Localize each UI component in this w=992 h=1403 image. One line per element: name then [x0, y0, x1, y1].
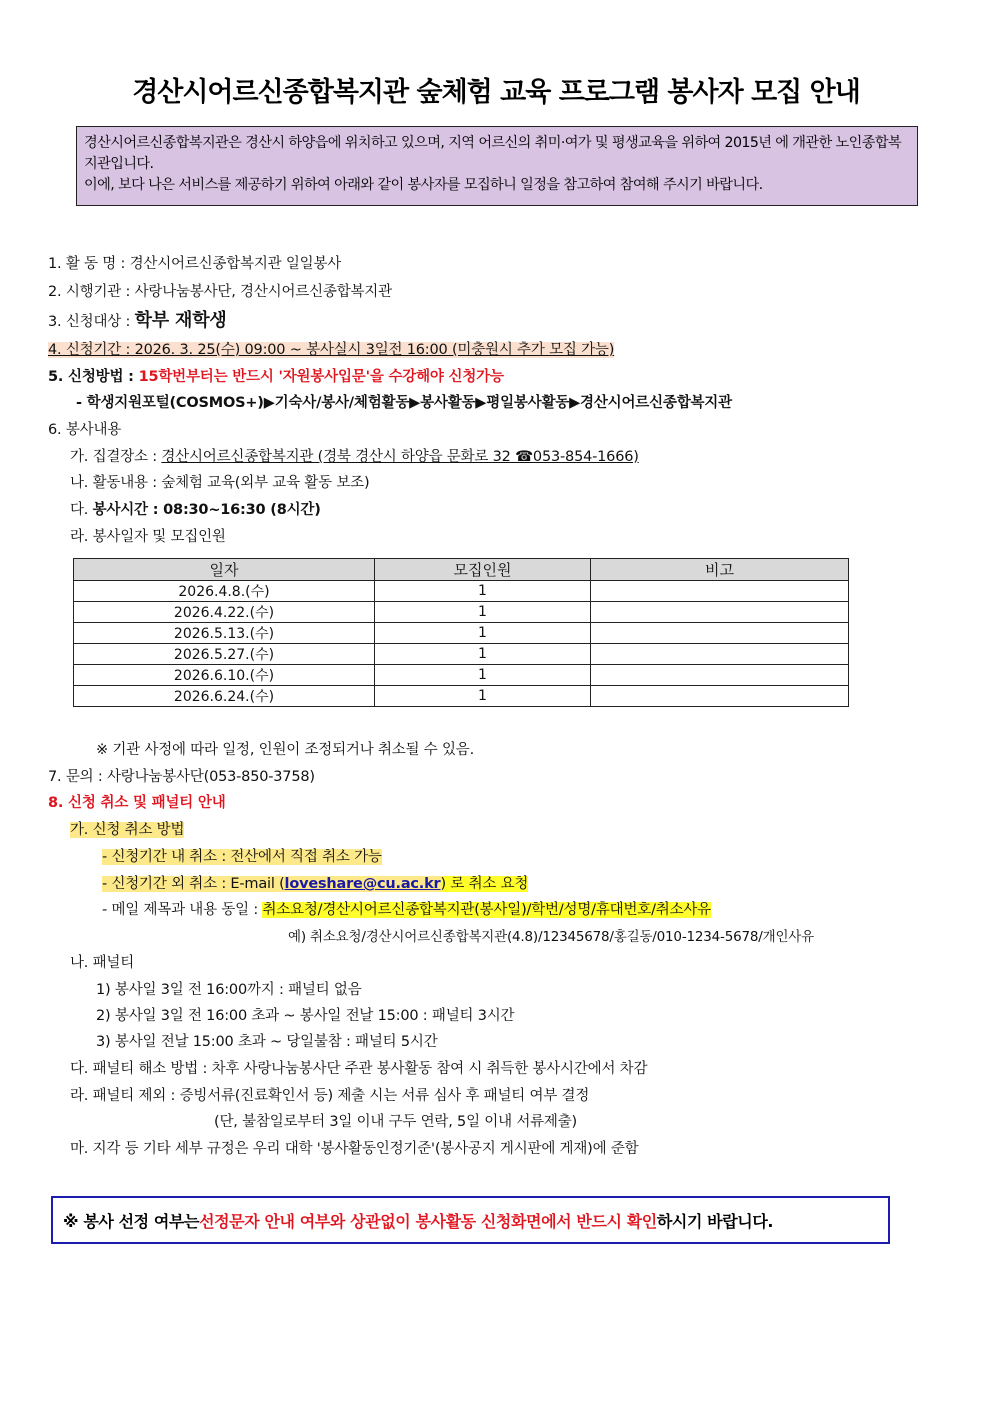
penalty-item-3: 3) 봉사일 전날 15:00 초과 ~ 당일불참 : 패널티 5시간	[96, 1034, 438, 1050]
intro-box	[76, 126, 918, 206]
cell-date: 2026.4.8.(수)	[74, 581, 375, 602]
cell-count: 1	[375, 623, 591, 644]
mail-format-value: 취소요청/경산시어르신종합복지관(봉사일)/학번/성명/휴대번호/취소사유	[262, 902, 711, 918]
cancel-method-heading	[70, 818, 184, 839]
cell-count: 1	[375, 581, 591, 602]
table-row	[74, 686, 849, 707]
cancel-outside-text	[102, 876, 528, 892]
item-time	[70, 498, 321, 519]
cell-note	[591, 686, 849, 707]
penalty-heading: 나. 패널티	[70, 955, 135, 971]
intro-line-2: 이에, 보다 나은 서비스를 제공하기 위하여 아래와 같이 봉사자를 모집하니 일정을 참고하여 참여해 주시기 바랍니다.	[84, 177, 763, 193]
cell-date: 2026.5.27.(수)	[74, 644, 375, 665]
cancel-within-period	[102, 845, 382, 866]
method-path: - 학생지원포털(COSMOS+)▶기숙사/봉사/체험활동▶봉사활동▶평일봉사활동▶경산시어르신종합복지관	[76, 395, 732, 411]
penalty-exempt: 라. 패널티 제외 : 증빙서류(진료확인서 등) 제출 시는 서류 심사 후 패널티 여부 결정	[70, 1088, 590, 1104]
cancel-heading: 8. 신청 취소 및 패널티 안내	[48, 795, 226, 811]
item-inquiry: 7. 문의 : 사랑나눔봉사단(053-850-3758)	[48, 769, 315, 785]
page-title: 경산시어르신종합복지관 숲체험 교육 프로그램 봉사자 모집 안내	[132, 77, 860, 108]
item-organizer: 2. 시행기관 : 사랑나눔봉사단, 경산시어르신종합복지관	[48, 284, 392, 300]
method-label: 5. 신청방법 :	[48, 369, 139, 385]
table-row	[74, 581, 849, 602]
time-label: 다.	[70, 502, 93, 518]
item-meeting-place	[70, 445, 639, 466]
header-note: 비고	[591, 559, 849, 581]
meeting-value: 경산시어르신종합복지관 (경북 경산시 하양읍 문화로 32 ☎053-854-1666)	[161, 449, 639, 465]
mail-format-example: 예) 취소요청/경산시어르신종합복지관(4.8)/12345678/홍길동/010-1234-5678/개인사유	[288, 929, 814, 945]
time-value: 봉사시간 : 08:30~16:30 (8시간)	[92, 502, 321, 518]
penalty-item-2: 2) 봉사일 3일 전 16:00 초과 ~ 봉사일 전날 15:00 : 패널티 3시간	[96, 1008, 515, 1024]
cell-note	[591, 623, 849, 644]
penalty-other-rules: 마. 지각 등 기타 세부 규정은 우리 대학 '봉사활동인정기준'(봉사공지 게시판에 게재)에 준함	[70, 1141, 639, 1157]
meeting-label: 가. 집결장소 :	[70, 449, 162, 465]
item-method	[48, 365, 504, 386]
cell-note	[591, 602, 849, 623]
selection-notice-box	[51, 1196, 890, 1244]
cell-count: 1	[375, 686, 591, 707]
table-header-row	[74, 559, 849, 581]
penalty-item-1: 1) 봉사일 3일 전 16:00까지 : 패널티 없음	[96, 982, 362, 998]
schedule-table	[73, 558, 849, 707]
item-activity-content: 나. 활동내용 : 숲체험 교육(외부 교육 활동 보조)	[70, 475, 370, 491]
cell-count: 1	[375, 665, 591, 686]
cancel-outside-pre: - 신청기간 외 취소 : E-mail (	[102, 876, 285, 892]
cell-date: 2026.6.10.(수)	[74, 665, 375, 686]
notice-post: 하시기 바랍니다.	[656, 1211, 774, 1231]
target-value: 학부 재학생	[134, 310, 227, 331]
cell-count: 1	[375, 644, 591, 665]
cell-date: 2026.6.24.(수)	[74, 686, 375, 707]
table-row	[74, 665, 849, 686]
cell-date: 2026.4.22.(수)	[74, 602, 375, 623]
cell-date: 2026.5.13.(수)	[74, 623, 375, 644]
schedule-note: ※ 기관 사정에 따라 일정, 인원이 조정되거나 취소될 수 있음.	[96, 742, 475, 758]
notice-red: 선정문자 안내 여부와 상관없이 봉사활동 신청화면에서 반드시 확인	[199, 1211, 657, 1231]
cell-note	[591, 581, 849, 602]
table-row	[74, 602, 849, 623]
cancel-within-text: - 신청기간 내 취소 : 전산에서 직접 취소 가능	[102, 849, 382, 865]
cell-note	[591, 665, 849, 686]
target-label: 3. 신청대상 :	[48, 314, 135, 330]
item-content: 6. 봉사내용	[48, 422, 122, 438]
cancel-outside-period	[102, 872, 528, 893]
header-count: 모집인원	[375, 559, 591, 581]
cancel-method-heading-text: 가. 신청 취소 방법	[70, 822, 185, 838]
email-link[interactable]: loveshare@cu.ac.kr	[284, 876, 441, 892]
header-date: 일자	[74, 559, 375, 581]
notice-pre: ※ 봉사 선정 여부는	[63, 1211, 200, 1231]
item-activity-name: 1. 활 동 명 : 경산시어르신종합복지관 일일봉사	[48, 256, 342, 272]
item-target	[48, 306, 227, 332]
period-text: 4. 신청기간 : 2026. 3. 25(수) 09:00 ~ 봉사실시 3일전 16:00 (미충원시 추가 모집 가능)	[48, 342, 615, 358]
item-period	[48, 338, 614, 359]
penalty-resolve: 다. 패널티 해소 방법 : 차후 사랑나눔봉사단 주관 봉사활동 참여 시 취득한 봉사시간에서 차감	[70, 1061, 648, 1077]
intro-line-1: 경산시어르신종합복지관은 경산시 하양읍에 위치하고 있으며, 지역 어르신의 취미·여가 및 평생교육을 위하여 2015년 에 개관한 노인종합복지관입니다.	[84, 135, 902, 172]
cell-count: 1	[375, 602, 591, 623]
item-schedule-heading: 라. 봉사일자 및 모집인원	[70, 529, 226, 545]
table-row	[74, 623, 849, 644]
mail-format-label: - 메일 제목과 내용 동일 :	[102, 902, 263, 918]
cancel-outside-post: ) 로 취소 요청	[440, 876, 529, 892]
mail-format	[102, 898, 711, 919]
table-row	[74, 644, 849, 665]
cell-note	[591, 644, 849, 665]
method-value: 15학번부터는 반드시 '자원봉사입문'을 수강해야 신청가능	[138, 369, 504, 385]
penalty-exempt-sub: (단, 불참일로부터 3일 이내 구두 연락, 5일 이내 서류제출)	[214, 1114, 578, 1130]
